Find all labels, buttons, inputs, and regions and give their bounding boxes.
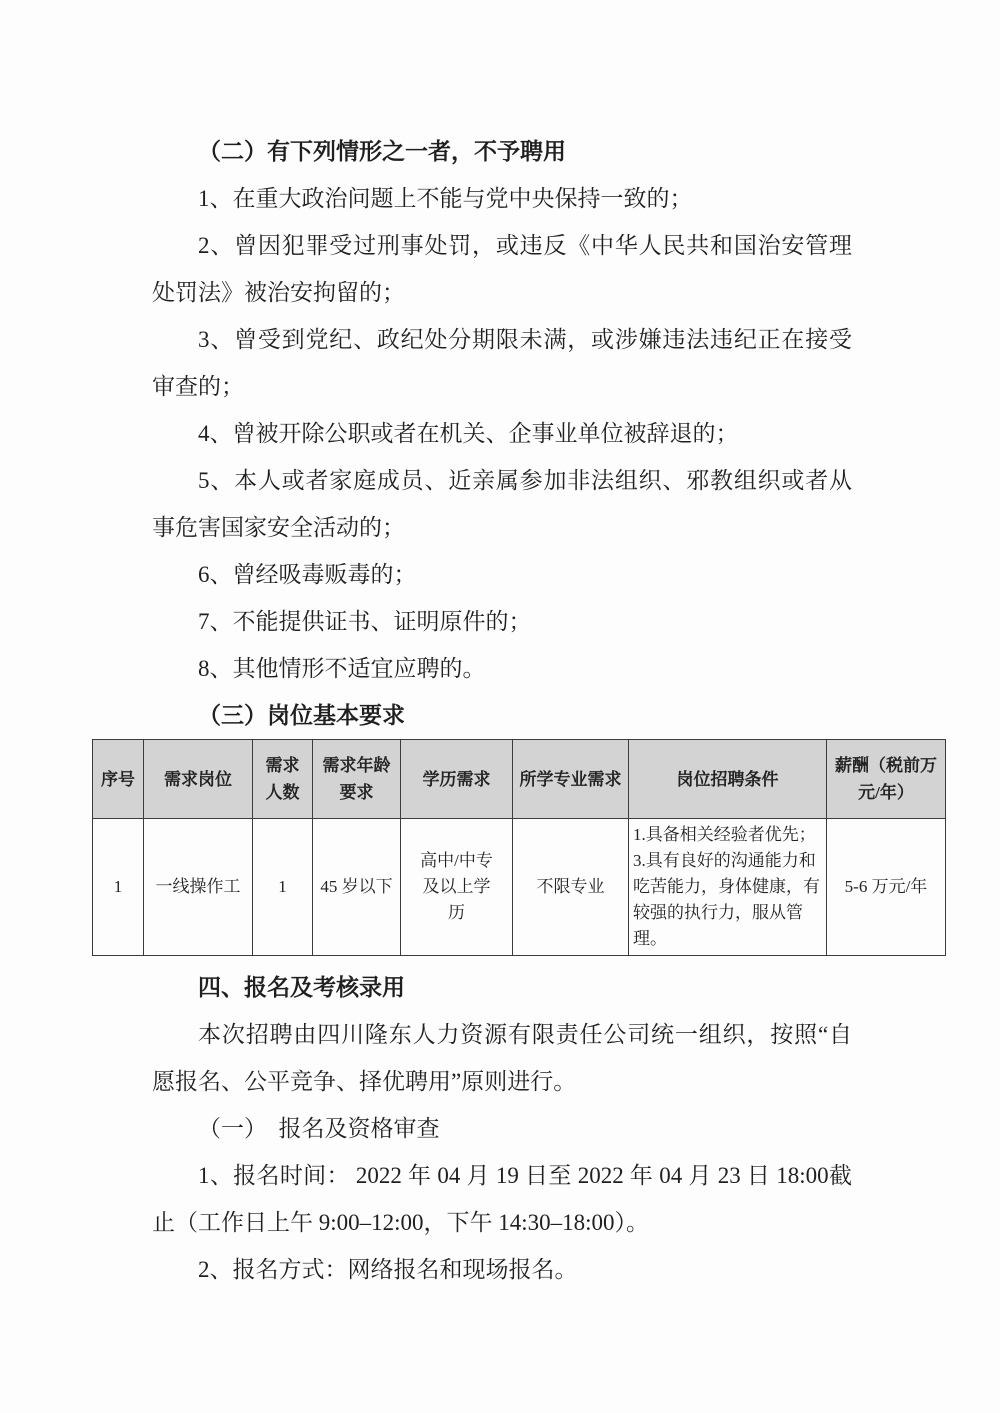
- job-requirements-heading: （三）岗位基本要求: [198, 703, 405, 728]
- column-header-education: 学历需求: [401, 740, 513, 819]
- column-header-salary: 薪酬（税前万元/年）: [827, 740, 946, 819]
- disqualification-heading: （二）有下列情形之一者，不予聘用: [198, 139, 566, 164]
- cell-seq: 1: [93, 819, 144, 956]
- job-requirements-table-wrapper: [92, 739, 945, 956]
- column-header-seq: 序号: [93, 740, 144, 819]
- condition-line-2: 3.具有良好的沟通能力和吃苦能力，身体健康，有较强的执行力，服从管理。: [633, 851, 820, 948]
- cell-count: 1: [253, 819, 313, 956]
- column-header-conditions: 岗位招聘条件: [629, 740, 827, 819]
- table-row: [93, 819, 946, 956]
- disqualification-item-2: 2、曾因犯罪受过刑事处罚，或违反《中华人民共和国治安管理处罚法》被治安拘留的；: [152, 233, 852, 305]
- cell-education: 高中/中专及以上学历: [401, 819, 513, 956]
- section-application: [152, 964, 852, 1293]
- disqualification-item-6: 6、曾经吸毒贩毒的；: [198, 562, 417, 587]
- disqualification-item-1: 1、在重大政治问题上不能与党中央保持一致的；: [198, 186, 693, 211]
- cell-post: 一线操作工: [144, 819, 253, 956]
- application-heading: 四、报名及考核录用: [198, 975, 405, 1000]
- column-header-post: 需求岗位: [144, 740, 253, 819]
- disqualification-item-5: 5、本人或者家庭成员、近亲属参加非法组织、邪教组织或者从事危害国家安全活动的；: [152, 468, 852, 540]
- cell-conditions: [629, 819, 827, 956]
- registration-time-paragraph: 1、报名时间： 2022 年 04 月 19 日至 2022 年 04 月 23 日 18:00截止（工作日上午 9:00–12:00，下午 14:30–18:00）。: [152, 1163, 852, 1235]
- registration-method-paragraph: 2、报名方式：网络报名和现场报名。: [198, 1257, 578, 1282]
- registration-subheading: （一） 报名及资格审查: [198, 1116, 440, 1141]
- application-organizer-paragraph: 本次招聘由四川隆东人力资源有限责任公司统一组织，按照“自愿报名、公平竞争、择优聘用”原则进行。: [152, 1022, 852, 1094]
- cell-major: 不限专业: [513, 819, 629, 956]
- section-disqualification: [152, 128, 852, 692]
- table-header-row: [93, 740, 946, 819]
- disqualification-item-3: 3、曾受到党纪、政纪处分期限未满，或涉嫌违法违纪正在接受审查的；: [152, 327, 852, 399]
- column-header-age: 需求年龄要求: [313, 740, 401, 819]
- cell-salary: 5-6 万元/年: [827, 819, 946, 956]
- disqualification-item-4: 4、曾被开除公职或者在机关、企事业单位被辞退的；: [198, 421, 739, 446]
- disqualification-item-7: 7、不能提供证书、证明原件的；: [198, 609, 532, 634]
- column-header-major: 所学专业需求: [513, 740, 629, 819]
- column-header-count: 需求人数: [253, 740, 313, 819]
- disqualification-item-8: 8、其他情形不适宜应聘的。: [198, 656, 486, 681]
- job-requirements-table: [92, 739, 946, 956]
- section-job-requirements: [101, 692, 937, 956]
- condition-line-1: 1.具备相关经验者优先；: [633, 825, 816, 844]
- cell-age: 45 岁以下: [313, 819, 401, 956]
